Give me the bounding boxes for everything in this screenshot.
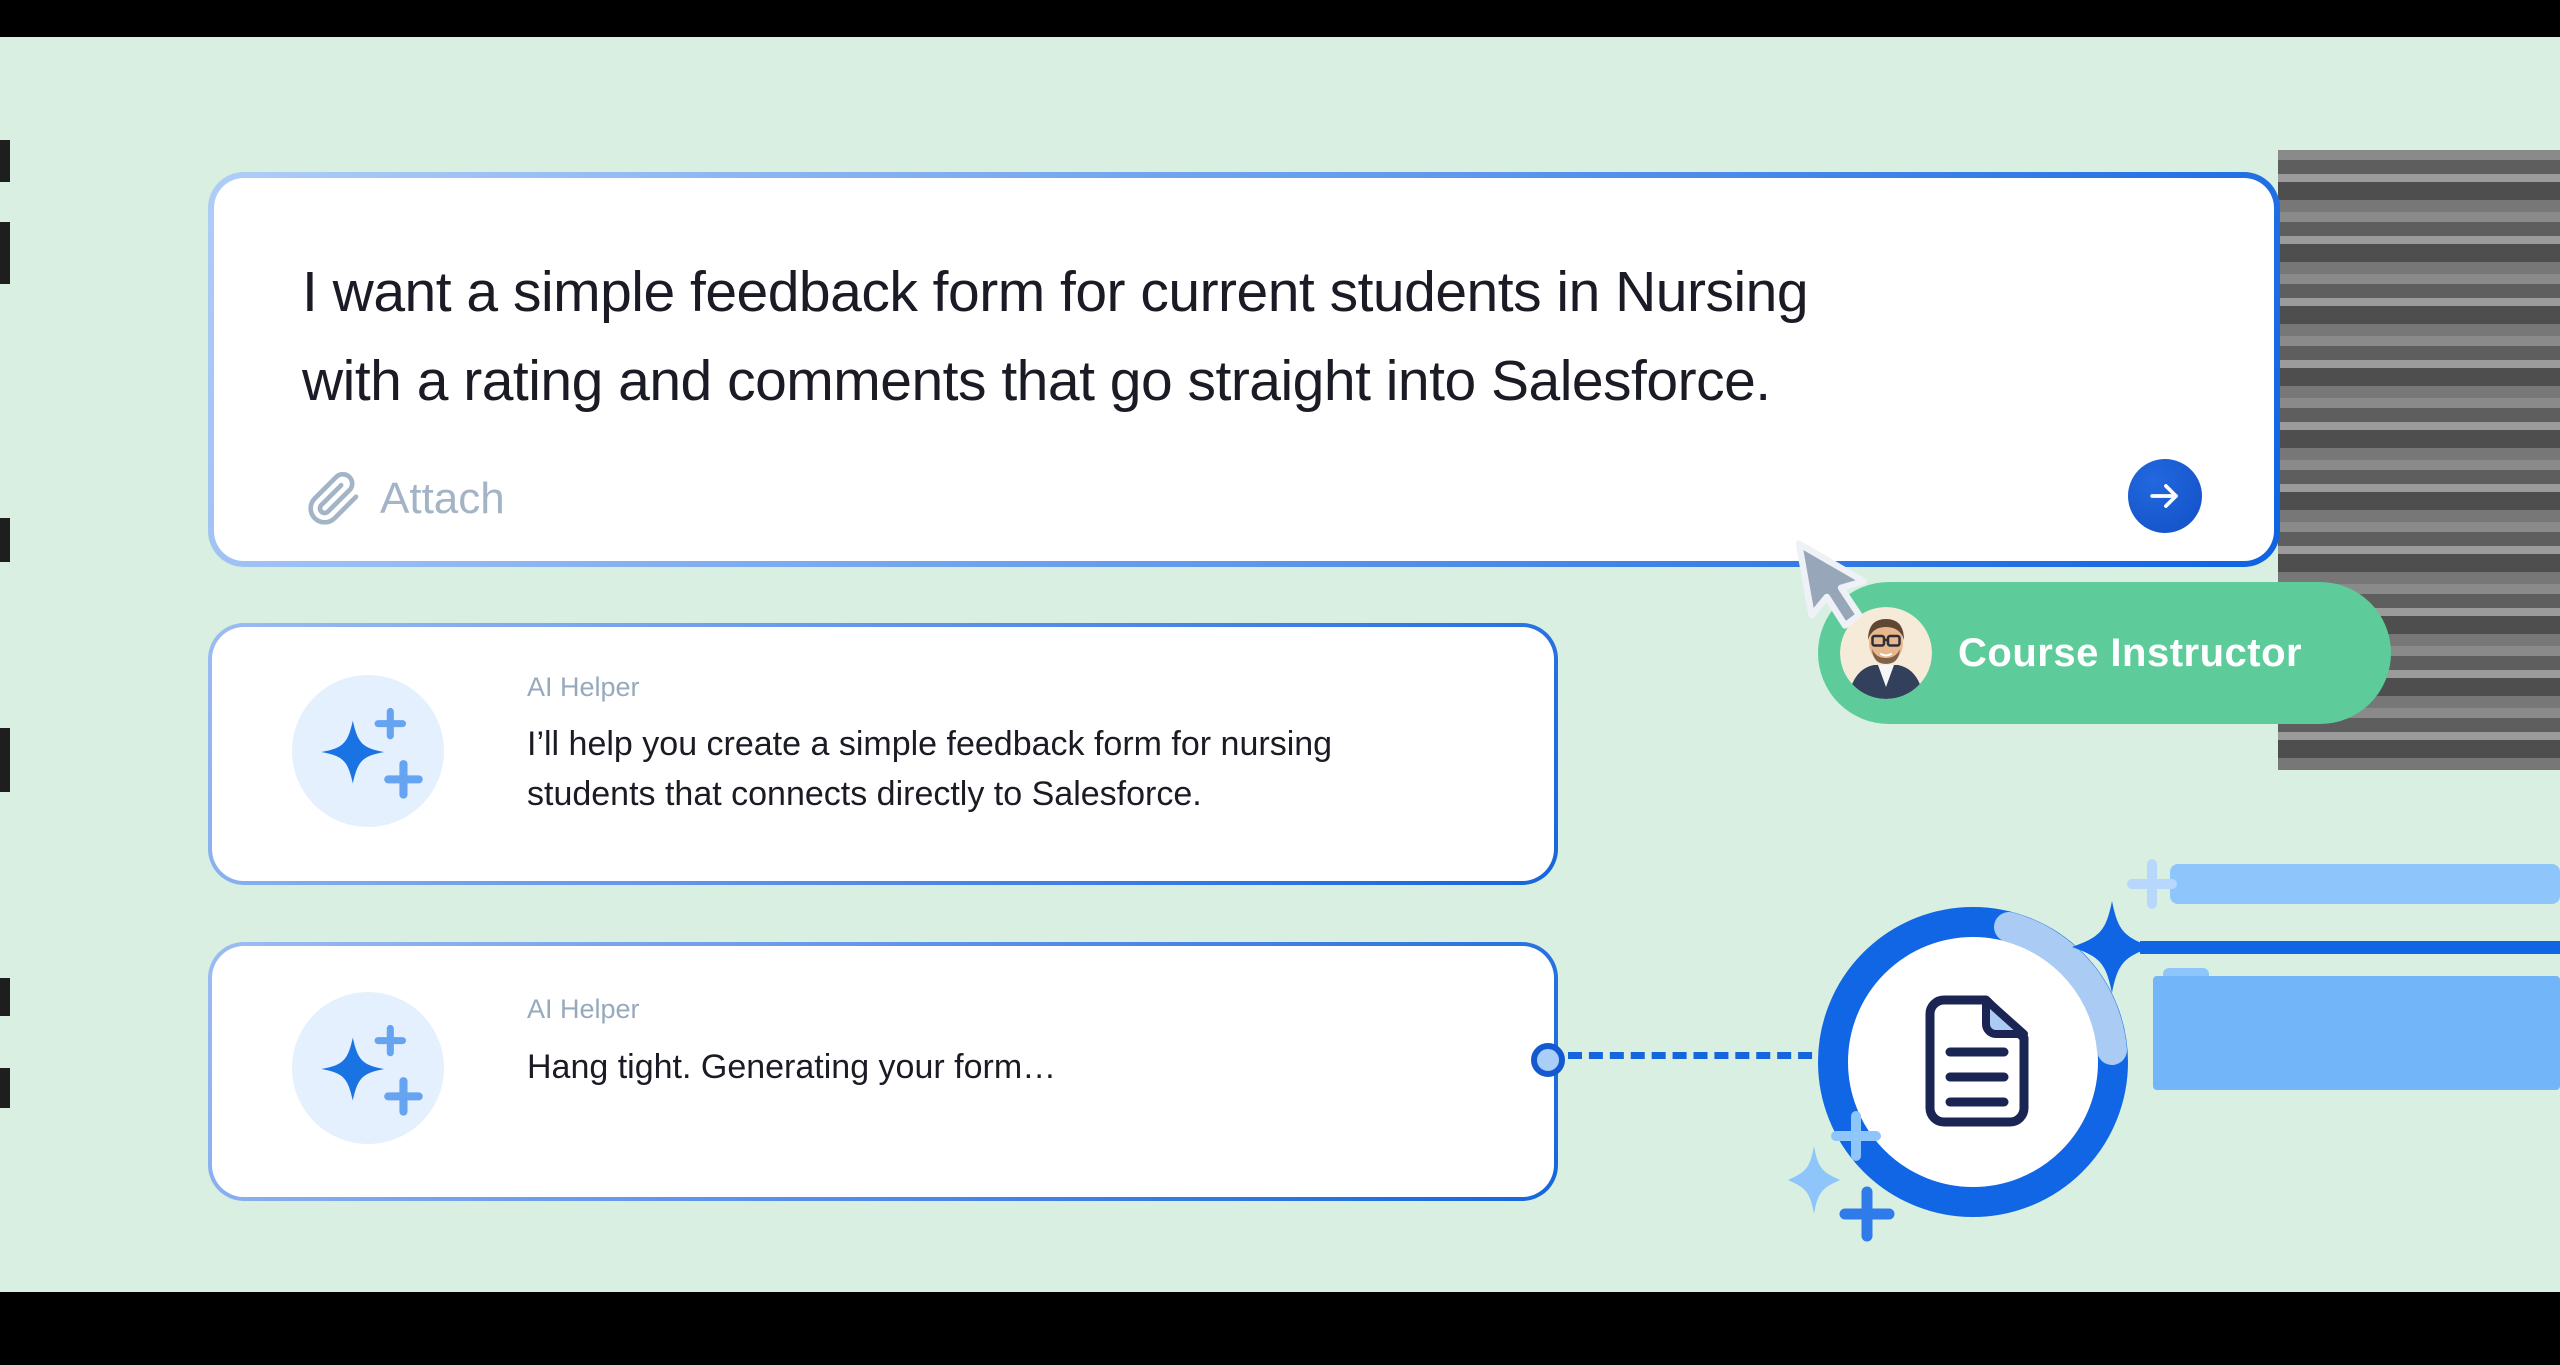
prompt-line-1: I want a simple feedback form for current students in Nursing: [302, 260, 1809, 324]
ai-helper-avatar: [292, 992, 444, 1144]
letterbox-top: [0, 0, 2560, 37]
plus-icon: [1845, 1192, 1889, 1236]
ai-message-text: [527, 1042, 1056, 1092]
message-line: I’ll help you create a simple feedback form for nursing: [527, 725, 1333, 763]
arrow-right-icon: [2143, 474, 2187, 518]
attach-button[interactable]: [306, 471, 505, 527]
artifact-streak: [0, 140, 10, 182]
form-generation-illustration: [1780, 840, 2560, 1260]
ai-message-card: [208, 623, 1558, 885]
artifact-streak: [0, 978, 10, 1016]
message-line: students that connects directly to Salesforce.: [527, 775, 1202, 813]
artifact-streak: [0, 1068, 10, 1108]
attach-label: Attach: [380, 474, 505, 523]
artifact-streak: [0, 222, 10, 284]
ai-helper-avatar: [292, 675, 444, 827]
message-line: Hang tight. Generating your form…: [527, 1048, 1057, 1086]
sparkle-icon: [292, 992, 444, 1144]
sparkle-icon: [1788, 1146, 1840, 1214]
course-instructor-tag[interactable]: [1818, 582, 2391, 724]
sparkle-icon: [292, 675, 444, 827]
artifact-streak: [0, 728, 10, 792]
letterbox-bottom: [0, 1292, 2560, 1365]
connector-line: [2140, 941, 2560, 954]
document-icon: [1930, 1000, 2024, 1122]
prompt-text: [302, 248, 1808, 426]
skeleton-block: [2153, 976, 2560, 1090]
cursor-icon: [1782, 536, 1868, 640]
ai-message-text: [527, 719, 1332, 819]
send-button[interactable]: [2128, 459, 2202, 533]
plus-icon: [2132, 864, 2172, 904]
ai-message-card: [208, 942, 1558, 1201]
connector-node: [1531, 1043, 1565, 1077]
ai-sender-label: AI Helper: [527, 672, 640, 702]
skeleton-bar: [2170, 864, 2560, 904]
paperclip-icon: [306, 471, 362, 527]
ai-sender-label: AI Helper: [527, 994, 640, 1024]
instructor-label: Course Instructor: [1958, 630, 2303, 675]
artifact-streak: [0, 518, 10, 562]
prompt-card[interactable]: [208, 172, 2280, 567]
prompt-line-2: with a rating and comments that go straight into Salesforce.: [302, 349, 1771, 413]
